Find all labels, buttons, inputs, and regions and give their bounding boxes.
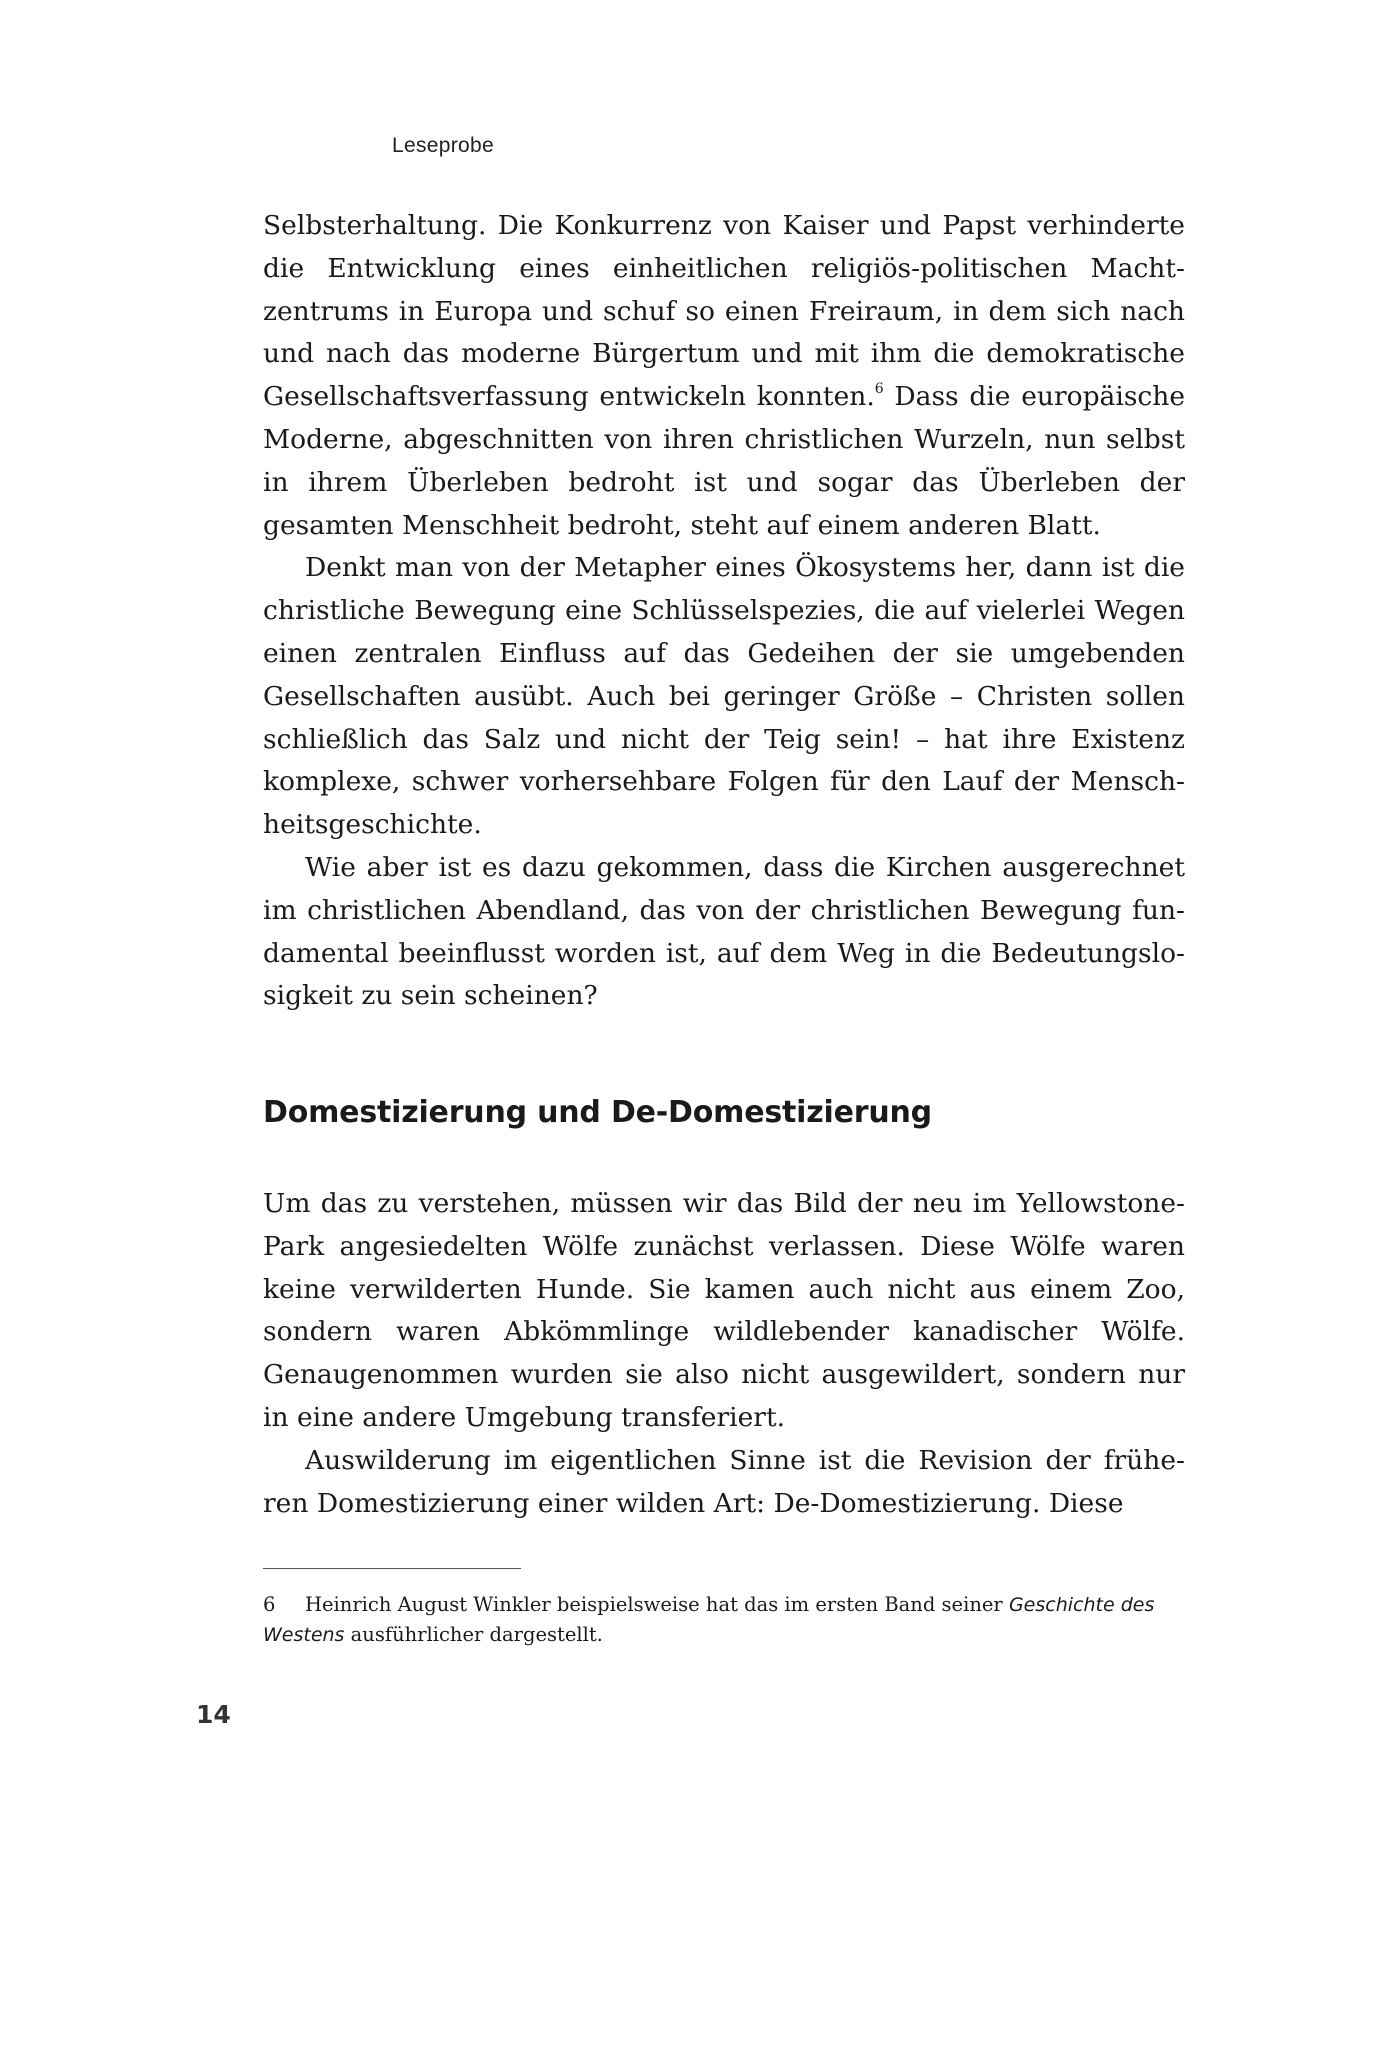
page-number: 14 [196, 1700, 231, 1729]
paragraph-5: Auswilderung im eigentlichen Sinne ist die Revision der früheren Domestizierung einer wilden Art: De-Domestizierung. Diese [263, 1444, 1185, 1519]
paragraph-3: Wie aber ist es dazu gekommen, dass die Kirchen ausgerechnet im christlichen Abendland, das von der christlichen Bewegung fundamental beeinflusst worden ist, auf dem Weg in die Bedeutungslosigkeit zu sein scheinen? [263, 851, 1185, 1012]
footnote-reference[interactable]: 6 [874, 381, 884, 398]
paragraph-2: Denkt man von der Metapher eines Ökosystems her, dann ist die christliche Bewegung eine Schlüsselspezies, die auf vielerlei Wegen einen zentralen Einfluss auf das Gedeihen der sie umgebenden Gesellschaften ausübt. Auch bei geringer Größe – Christen sollen schließlich das Salz und nicht der Teig sein! – hat ihre Existenz komplexe, schwer vorhersehbare Folgen für den Lauf der Menschheitsgeschichte. [263, 552, 1185, 841]
paragraph-1 [263, 205, 1185, 547]
footnote-divider [263, 1568, 521, 1569]
footnote [263, 1590, 1185, 1650]
footnote-number: 6 [263, 1593, 276, 1616]
body-text-section-2 [263, 1183, 1185, 1525]
body-text-section-1 [263, 205, 1185, 1018]
paragraph-1-part-b: Dass die europäische Moderne, abgeschnitten von ihren christlichen Wurzeln, nun selbst in ihrem Überleben bedroht ist und sogar das Überleben der gesamten Menschheit bedroht, steht auf einem anderen Blatt. [263, 381, 1186, 541]
paragraph-1-part-a: Selbsterhaltung. Die Konkurrenz von Kaiser und Papst verhinderte die Entwicklung eines einheitlichen religiös-politischen Machtzentrums in Europa und schuf so einen Freiraum, in dem sich nach und nach das moderne Bürgertum und mit ihm die demokratische Gesellschaftsverfassung entwickeln konnten. [263, 210, 1185, 413]
footnote-book-title: Geschichte des Westens [263, 1594, 1155, 1646]
paragraph-4: Um das zu verstehen, müssen wir das Bild der neu im Yellowstone-Park angesiedelten Wölfe zunächst verlassen. Diese Wölfe waren keine verwilderten Hunde. Sie kamen auch nicht aus einem Zoo, sondern waren Abkömmlinge wildlebender kanadischer Wölfe. Genaugenommen wurden sie also nicht ausgewildert, sondern nur in eine andere Umgebung transferiert. [263, 1188, 1185, 1433]
footnote-text-b: ausführlicher dargestellt. [344, 1623, 603, 1646]
footnote-text-a: Heinrich August Winkler beispielsweise hat das im ersten Band seiner [305, 1593, 1009, 1616]
section-heading: Domestizierung und De-Domestizierung [263, 1095, 932, 1130]
running-head: Leseprobe [392, 134, 494, 157]
